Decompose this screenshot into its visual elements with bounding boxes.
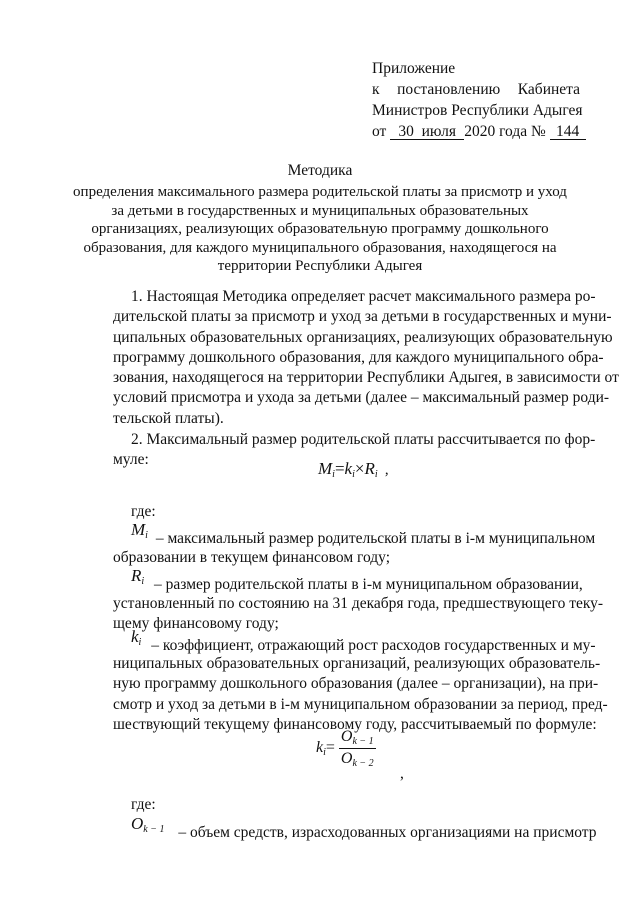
formula2-lhs — [316, 739, 335, 756]
annex-word-k: к — [372, 81, 380, 98]
formula-subscript: i — [374, 469, 378, 480]
definition-r-symbol — [131, 566, 144, 585]
annex-line-ministers: Министров Республики Адыгея — [372, 102, 583, 119]
formula-subscript: i — [352, 469, 355, 480]
annex-word-cabinet: Кабинета — [517, 81, 581, 98]
annex-day: 30 — [398, 123, 414, 140]
paragraph-2-line: 2. Максимальный размер родительской платы рассчитывается по фор- — [131, 431, 596, 448]
definition-m-text: – максимальный размер родительской платы в i-м муниципальном — [155, 530, 596, 547]
definition-k — [131, 627, 596, 654]
definition-m-continuation: образовании в текущем финансовом году; — [113, 549, 391, 566]
definition-k-line: ную программу дошкольного образования (далее – организации), на при- — [113, 675, 599, 693]
symbol-subscript: i — [145, 530, 148, 541]
annex-line-resolution — [372, 79, 580, 100]
annex-from: от — [372, 123, 387, 140]
symbol-subscript: i — [141, 576, 145, 587]
formula2-equals: = — [325, 739, 335, 756]
paragraph-1-line: ципальных образовательных организациях, реализующих образовательную — [113, 328, 613, 346]
symbol-k: k — [131, 627, 139, 646]
definition-o-symbol — [131, 814, 164, 833]
formula-coefficient — [316, 728, 376, 769]
paragraph-1-line: дительской платы за присмотр и уход за детьми в государственных и муни- — [113, 308, 612, 326]
definition-r-text: – размер родительской платы в i-м муниципальном образовании, — [154, 576, 583, 593]
annex-title: Приложение — [372, 60, 456, 77]
definition-r-line: щему финансовому году; — [113, 615, 279, 633]
formula2-den-symbol: O — [340, 750, 353, 767]
paragraph-1-line: программу дошкольного образования, для каждого муниципального обра- — [113, 348, 604, 366]
formula-times: × — [354, 459, 365, 478]
formula-symbol-r: R — [364, 459, 375, 478]
symbol-r: R — [131, 566, 142, 585]
formula-equals: = — [334, 459, 345, 478]
formula2-comma: , — [400, 765, 404, 782]
paragraph-2-line: муле: — [113, 451, 149, 469]
formula2-num-symbol: O — [340, 728, 353, 745]
where-label-1: где: — [131, 503, 156, 520]
symbol-subscript: k − 1 — [143, 824, 165, 835]
formula-subscript: i — [332, 469, 335, 480]
formula2-denominator — [339, 749, 376, 769]
definition-k-line: ниципальных образовательных организаций, реализующих образователь- — [113, 655, 601, 672]
document-subtitle: определения максимального размера родительской платы за присмотр и уход за детьми в государственных и муниципальных образовательных организациях, реализующих образовательную программу дошкольного образования, для каждого муниципального образования, находящегося на территории Республики Адыгея — [73, 184, 567, 274]
formula2-symbol-k: k — [316, 739, 324, 756]
symbol-subscript: i — [138, 637, 142, 648]
definition-m — [131, 520, 595, 546]
formula2-numerator — [339, 728, 376, 749]
formula-max-fee — [318, 459, 389, 480]
annex-number: 144 — [550, 124, 586, 140]
formula2-fraction — [339, 728, 376, 769]
definition-r — [131, 566, 583, 593]
annex-date-day-month — [390, 124, 464, 140]
definition-m-symbol — [131, 520, 148, 539]
symbol-o: O — [131, 814, 144, 833]
definition-k-symbol — [131, 627, 141, 646]
definition-o-text: – объем средств, израсходованных организациями на присмотр — [178, 824, 597, 841]
document-heading: Методика — [287, 162, 353, 179]
definition-k-continuation — [113, 654, 608, 735]
formula2-den-subscript: k − 2 — [352, 758, 374, 769]
symbol-m: M — [131, 520, 146, 539]
definition-k-line: смотр и уход за детьми в i-м муниципальном образовании за период, пред- — [113, 695, 608, 713]
annex-month: июля — [421, 123, 456, 140]
formula2-num-subscript: k − 1 — [352, 736, 374, 747]
definition-r-line: установленный по состоянию на 31 декабря года, предшествующего теку- — [113, 595, 604, 612]
where-label-2: где: — [131, 796, 156, 813]
formula-comma: , — [384, 462, 389, 478]
formula-symbol-k: k — [344, 459, 353, 478]
annex-year: 2020 года № — [464, 123, 546, 140]
definition-k-text: – коэффициент, отражающий рост расходов государственных и му- — [151, 637, 596, 654]
formula-symbol-m: M — [318, 459, 333, 478]
formula2-subscript: i — [323, 747, 326, 758]
definition-k-line: шествующий текущему финансовому году, рассчитываемый по формуле: — [113, 715, 597, 733]
paragraph-1 — [113, 287, 619, 429]
paragraph-1-line: условий присмотра и ухода за детьми (далее – максимальный размер роди- — [113, 389, 610, 407]
paragraph-1-line: 1. Настоящая Методика определяет расчет максимального размера ро- — [131, 288, 596, 305]
paragraph-1-line: зования, находящегося на территории Республики Адыгея, в зависимости от — [113, 369, 619, 387]
paragraph-1-line: тельской платы). — [113, 409, 224, 427]
annex-word-resolution: постановлению — [397, 81, 501, 98]
definition-o — [131, 814, 597, 840]
annex-date-line — [372, 121, 586, 142]
